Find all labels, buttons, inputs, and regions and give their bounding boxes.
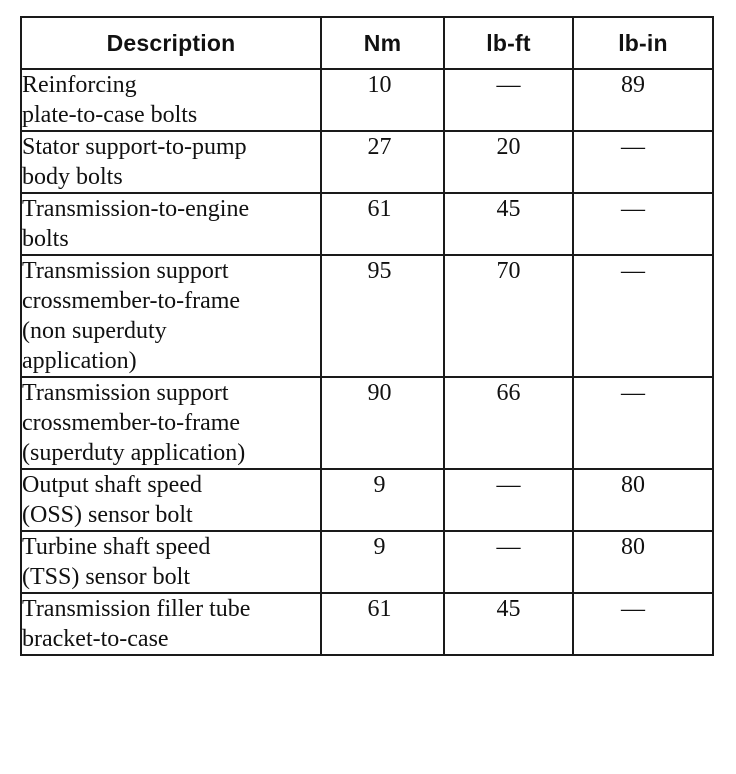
description-cell [21,593,321,655]
description-line: Transmission support [22,380,229,406]
nm-cell: 9 [321,469,444,531]
lbft-cell: 66 [444,377,573,469]
description-line: Transmission filler tube [22,596,251,622]
lbft-cell: — [444,469,573,531]
lbft-cell: 70 [444,255,573,377]
description-line: Stator support-to-pump [22,134,247,160]
description-line: crossmember-to-frame [22,288,241,314]
description-line: bracket-to-case [22,626,169,652]
lbin-cell: — [573,193,713,255]
nm-cell: 61 [321,593,444,655]
lbin-cell: — [573,593,713,655]
table-row [21,69,713,131]
description-line: Output shaft speed [22,472,202,498]
nm-cell: 10 [321,69,444,131]
lbin-cell: 80 [573,531,713,593]
table-row [21,377,713,469]
torque-spec-table [20,16,714,656]
description-line: (superduty application) [22,440,246,466]
table-row [21,469,713,531]
description-cell [21,255,321,377]
lbin-cell: 80 [573,469,713,531]
description-line: body bolts [22,164,123,190]
description-line: (non superduty [22,318,167,344]
table-row [21,193,713,255]
table-row [21,531,713,593]
description-line: Turbine shaft speed [22,534,211,560]
header-nm: Nm [321,17,444,69]
header-description: Description [21,17,321,69]
description-line: bolts [22,226,69,252]
nm-cell: 61 [321,193,444,255]
description-cell [21,531,321,593]
lbft-cell: 45 [444,193,573,255]
description-line: application) [22,348,137,374]
description-cell [21,193,321,255]
table-body [21,69,713,655]
description-cell [21,131,321,193]
nm-cell: 27 [321,131,444,193]
description-line: crossmember-to-frame [22,410,241,436]
description-cell [21,69,321,131]
description-line: plate-to-case bolts [22,102,198,128]
lbft-cell: — [444,531,573,593]
table-row [21,255,713,377]
nm-cell: 95 [321,255,444,377]
description-cell [21,469,321,531]
header-row [21,17,713,69]
table-header [21,17,713,69]
nm-cell: 9 [321,531,444,593]
lbin-cell: 89 [573,69,713,131]
table-row [21,593,713,655]
description-line: (TSS) sensor bolt [22,564,190,590]
description-line: Reinforcing [22,72,137,98]
nm-cell: 90 [321,377,444,469]
header-lbin: lb-in [573,17,713,69]
header-lbft: lb-ft [444,17,573,69]
description-line: Transmission-to-engine [22,196,250,222]
description-line: Transmission support [22,258,229,284]
table-row [21,131,713,193]
description-cell [21,377,321,469]
lbft-cell: — [444,69,573,131]
description-line: (OSS) sensor bolt [22,502,193,528]
lbin-cell: — [573,377,713,469]
lbft-cell: 20 [444,131,573,193]
lbin-cell: — [573,131,713,193]
lbft-cell: 45 [444,593,573,655]
lbin-cell: — [573,255,713,377]
